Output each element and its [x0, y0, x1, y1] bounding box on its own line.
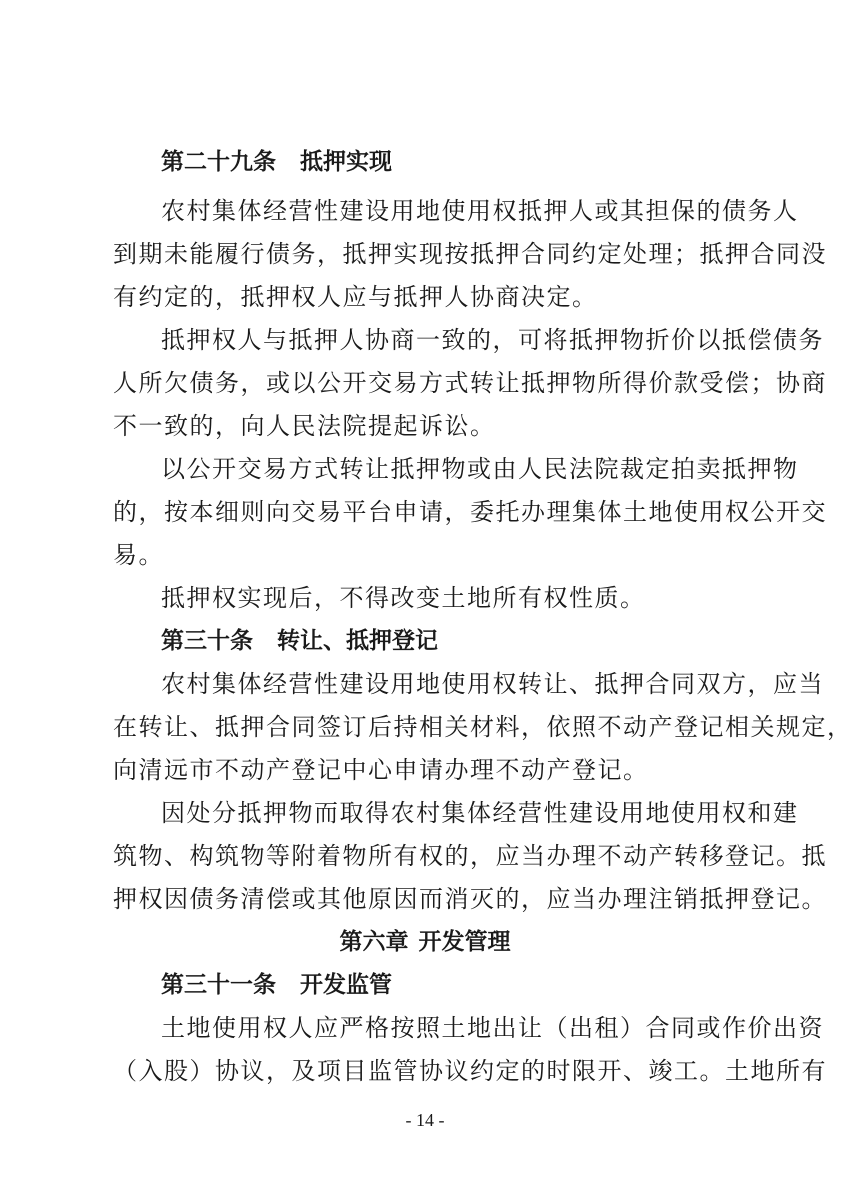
paragraph-line: 抵押权实现后，不得改变土地所有权性质。 [161, 584, 646, 612]
paragraph-line: 押权因债务清偿或其他原因而消灭的，应当办理注销抵押登记。 [113, 885, 827, 913]
article-30-heading [161, 626, 438, 656]
paragraph-line: 易。 [113, 541, 164, 569]
chapter-6-heading [0, 927, 850, 957]
paragraph-line: 筑物、构筑物等附着物所有权的，应当办理不动产转移登记。抵 [113, 842, 827, 870]
paragraph-line: 农村集体经营性建设用地使用权转让、抵押合同双方，应当 [161, 670, 824, 698]
paragraph-line: 向清远市不动产登记中心申请办理不动产登记。 [113, 756, 649, 784]
article-29-title: 抵押实现 [300, 149, 392, 175]
article-31-number: 第三十一条 [161, 972, 276, 998]
chapter-6-title: 开发管理 [418, 929, 511, 955]
paragraph-line: 的，按本细则向交易平台申请，委托办理集体土地使用权公开交 [113, 498, 827, 526]
article-29-number: 第二十九条 [161, 149, 276, 175]
paragraph-line: 到期未能履行债务，抵押实现按抵押合同约定处理；抵押合同没 [113, 240, 827, 268]
paragraph-line: （入股）协议，及项目监管协议约定的时限开、竣工。土地所有 [113, 1057, 827, 1085]
paragraph-line: 人所欠债务，或以公开交易方式转让抵押物所得价款受偿；协商 [113, 369, 827, 397]
paragraph-line: 不一致的，向人民法院提起诉讼。 [113, 412, 496, 440]
paragraph-line: 抵押权人与抵押人协商一致的，可将抵押物折价以抵偿债务 [161, 326, 824, 354]
article-30-title: 转让、抵押登记 [277, 628, 438, 654]
article-31-heading [161, 970, 392, 1000]
article-31-title: 开发监管 [300, 972, 392, 998]
paragraph-line: 因处分抵押物而取得农村集体经营性建设用地使用权和建 [161, 799, 799, 827]
paragraph-line: 以公开交易方式转让抵押物或由人民法院裁定拍卖抵押物 [161, 455, 799, 483]
page-number: - 14 - [405, 1110, 445, 1130]
article-29-heading [161, 147, 392, 177]
chapter-6-number: 第六章 [339, 929, 409, 955]
paragraph-line: 土地使用权人应严格按照土地出让（出租）合同或作价出资 [161, 1014, 824, 1042]
paragraph-line: 农村集体经营性建设用地使用权抵押人或其担保的债务人 [161, 197, 799, 225]
article-30-number: 第三十条 [161, 628, 253, 654]
paragraph-line: 在转让、抵押合同签订后持相关材料，依照不动产登记相关规定， [113, 713, 853, 741]
paragraph-line: 有约定的，抵押权人应与抵押人协商决定。 [113, 283, 598, 311]
